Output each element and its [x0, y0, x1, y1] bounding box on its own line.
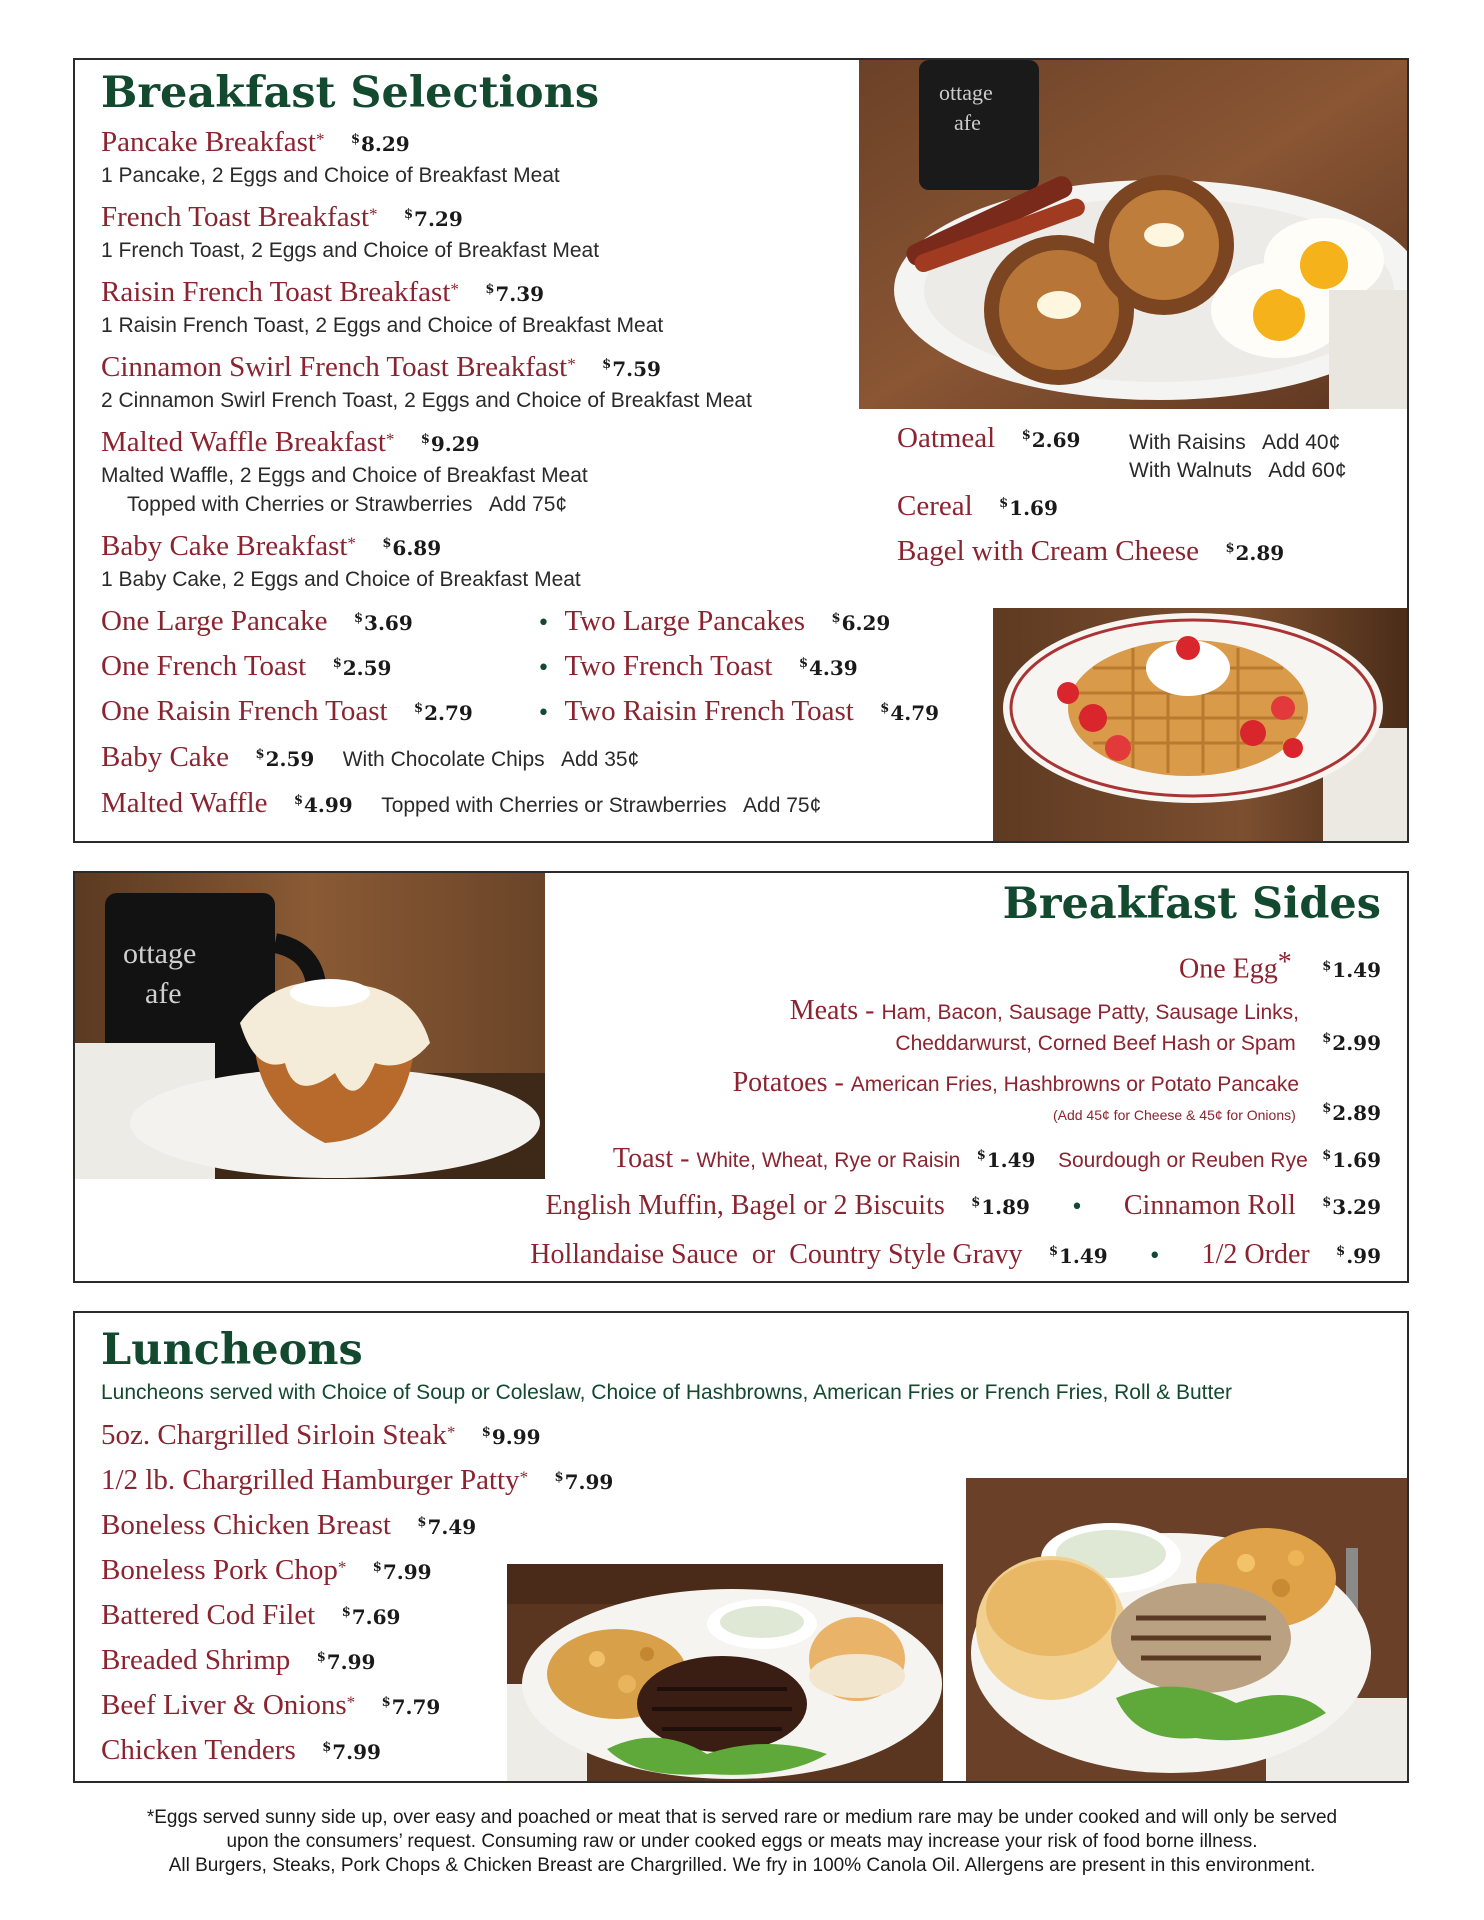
asterisk: * — [347, 533, 356, 553]
item-price: $8.29 — [350, 132, 410, 156]
item-extra: Topped with Cherries or Strawberries Add 75¢ — [127, 493, 568, 516]
asterisk: * — [450, 279, 459, 299]
menu-item — [101, 276, 544, 309]
bullet-icon: • — [537, 701, 550, 726]
footer-line-1: *Eggs served sunny side up, over easy and poached or meat that is served rare or medium rare may be under cooked and will only be served — [146, 1807, 1338, 1828]
item-name: Raisin French Toast Breakfast — [101, 276, 451, 308]
item-description: 1 Pancake, 2 Eggs and Choice of Breakfast Meat — [101, 164, 560, 187]
waffle-photo — [993, 608, 1409, 843]
svg-text:ottage: ottage — [123, 937, 197, 970]
menu-item — [101, 201, 463, 234]
sauce-item: Hollandaise Sauce or Country Style Gravy $1.49 • 1/2 Order $.99 — [530, 1239, 1381, 1270]
item-name: Malted Waffle Breakfast — [101, 426, 386, 458]
luncheon-item: Boneless Pork Chop* $7.99 — [101, 1554, 432, 1586]
item-name: Cinnamon Swirl French Toast Breakfast — [101, 351, 568, 383]
bagel-item: Bagel with Cream Cheese $2.89 — [897, 535, 1285, 567]
oatmeal-raisins-option: With Raisins Add 40¢ — [1129, 431, 1341, 454]
luncheon-item: Beef Liver & Onions* $7.79 — [101, 1689, 441, 1721]
french-toast-photo — [859, 60, 1409, 409]
oatmeal-item: Oatmeal $2.69 — [897, 422, 1081, 454]
potatoes-note: (Add 45¢ for Cheese & 45¢ for Onions) $2.89 — [1052, 1101, 1381, 1125]
asterisk: * — [385, 429, 395, 449]
single-item: One Raisin French Toast $2.79 — [101, 695, 473, 727]
luncheons-title: Luncheons — [101, 1325, 363, 1375]
cinnamon-roll-photo — [75, 873, 545, 1179]
item-description: 1 Raisin French Toast, 2 Eggs and Choice of Breakfast Meat — [101, 314, 664, 337]
footer-line-2: upon the consumers’ request. Consuming raw or under cooked eggs or meats may increase your risk of food borne illness. — [226, 1831, 1258, 1852]
luncheons-section — [73, 1311, 1409, 1783]
item-description: 1 Baby Cake, 2 Eggs and Choice of Breakfast Meat — [101, 568, 581, 591]
meats-line2: Cheddarwurst, Corned Beef Hash or Spam $2.99 — [895, 1031, 1381, 1055]
luncheon-item: Breaded Shrimp $7.99 — [101, 1644, 376, 1676]
luncheon-item: Chicken Tenders $7.99 — [101, 1734, 381, 1766]
item-description: 1 French Toast, 2 Eggs and Choice of Breakfast Meat — [101, 239, 600, 262]
item-price: $7.39 — [485, 282, 545, 306]
mug-logo-text: ottage — [939, 80, 993, 105]
item-description: 2 Cinnamon Swirl French Toast, 2 Eggs and Choice of Breakfast Meat — [101, 389, 752, 412]
luncheon-item: 1/2 lb. Chargrilled Hamburger Patty* $7.99 — [101, 1464, 614, 1496]
item-name: Baby Cake Breakfast — [101, 530, 348, 562]
item-name: French Toast Breakfast — [101, 201, 370, 233]
oatmeal-walnuts-option: With Walnuts Add 60¢ — [1129, 459, 1347, 482]
asterisk: * — [567, 354, 576, 374]
menu-item — [101, 351, 661, 384]
menu-item — [101, 126, 410, 159]
bullet-icon: • — [537, 611, 550, 636]
footer-disclaimer — [60, 1806, 1424, 1878]
breakfast-selections-section — [73, 58, 1409, 843]
item-description: Malted Waffle, 2 Eggs and Choice of Breakfast Meat — [101, 464, 588, 487]
item-name: Pancake Breakfast — [101, 126, 316, 158]
bullet-icon: • — [1148, 1244, 1162, 1269]
item-price: $7.59 — [602, 357, 661, 381]
single-item: One Large Pancake $3.69 — [101, 605, 413, 637]
footer-line-3: All Burgers, Steaks, Pork Chops & Chicken Breast are Chargrilled. We fry in 100% Canola Oil. Allergens are present in this environment. — [168, 1855, 1316, 1876]
luncheon-item: 5oz. Chargrilled Sirloin Steak* $9.99 — [101, 1419, 541, 1451]
muffin-item: English Muffin, Bagel or 2 Biscuits $1.89 • Cinnamon Roll $3.29 — [545, 1190, 1381, 1221]
luncheon-item: Battered Cod Filet $7.69 — [101, 1599, 401, 1631]
breakfast-sides-section — [73, 871, 1409, 1283]
luncheon-item: Boneless Chicken Breast $7.49 — [101, 1509, 477, 1541]
single-item: One French Toast $2.59 — [101, 650, 392, 682]
bullet-icon: • — [537, 656, 550, 681]
item-price: $6.89 — [382, 536, 442, 560]
cereal-item: Cereal $1.69 — [897, 490, 1058, 522]
svg-text:afe: afe — [145, 977, 182, 1010]
hamburger-plate-photo — [507, 1564, 943, 1783]
toast-item: Toast - White, Wheat, Rye or Raisin $1.49 Sourdough or Reuben Rye $1.69 — [612, 1143, 1381, 1174]
menu-item — [101, 530, 441, 563]
svg-text:afe: afe — [954, 110, 981, 135]
malted-waffle-item: Malted Waffle $4.99 Topped with Cherries or Strawberries Add 75¢ — [101, 787, 822, 819]
pork-chop-plate-photo — [966, 1478, 1409, 1783]
item-price: $7.29 — [403, 207, 463, 231]
menu-item — [101, 426, 480, 459]
one-egg-item: One Egg* $1.49 — [1179, 947, 1381, 985]
meats-item: Meats - Ham, Bacon, Sausage Patty, Sausage Links, — [789, 995, 1299, 1026]
double-item: • Two Raisin French Toast $4.79 — [537, 695, 940, 727]
luncheons-subtitle: Luncheons served with Choice of Soup or Coleslaw, Choice of Hashbrowns, American Fries or French Fries, Roll & Butter — [101, 1381, 1233, 1404]
bullet-icon: • — [1070, 1195, 1084, 1220]
item-price: $9.29 — [420, 432, 480, 456]
asterisk: * — [315, 129, 325, 149]
breakfast-sides-title: Breakfast Sides — [1002, 879, 1381, 929]
asterisk: * — [369, 204, 378, 224]
baby-cake-item: Baby Cake $2.59 With Chocolate Chips Add 35¢ — [101, 741, 640, 773]
double-item: • Two Large Pancakes $6.29 — [537, 605, 891, 637]
double-item: • Two French Toast $4.39 — [537, 650, 858, 682]
breakfast-selections-title: Breakfast Selections — [101, 68, 600, 118]
potatoes-item: Potatoes - American Fries, Hashbrowns or Potato Pancake — [732, 1067, 1299, 1098]
